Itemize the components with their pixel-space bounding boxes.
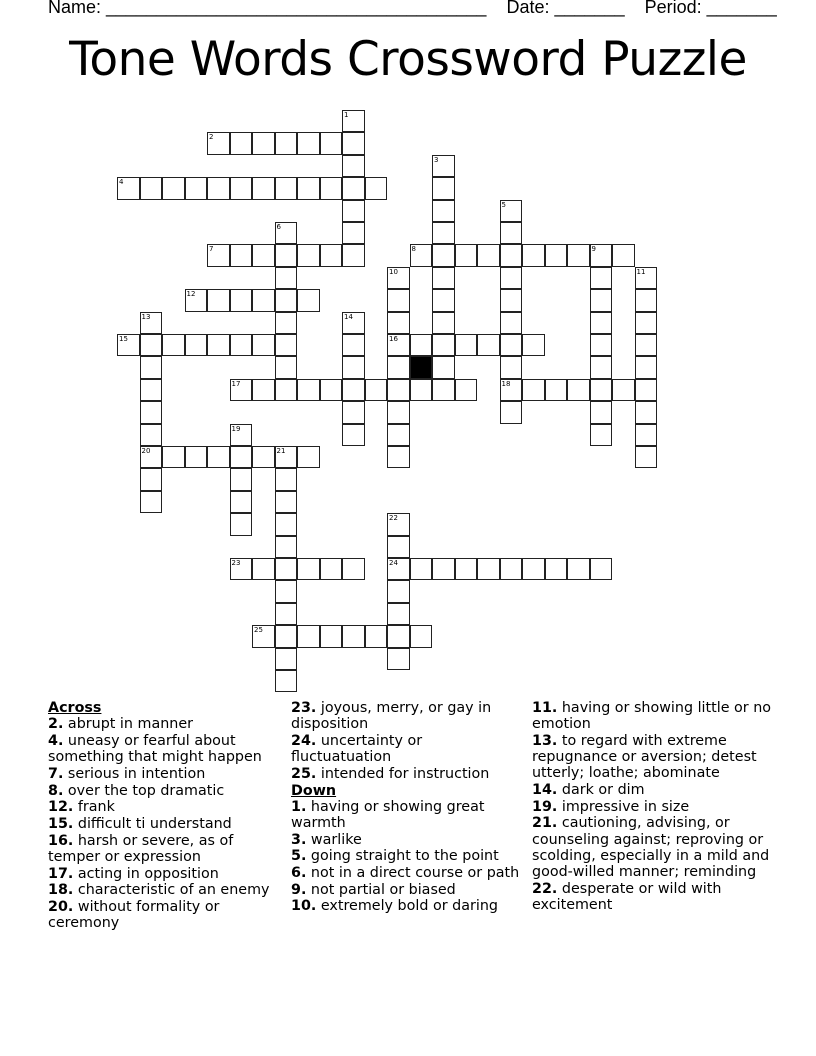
grid-cell[interactable] bbox=[230, 132, 253, 154]
grid-cell[interactable] bbox=[207, 446, 230, 468]
grid-cell[interactable] bbox=[387, 267, 410, 289]
grid-cell[interactable] bbox=[275, 513, 298, 535]
across-clue: 7. serious in intention bbox=[48, 765, 206, 782]
across-clue: 18. characteristic of an enemy bbox=[48, 882, 270, 899]
grid-cell[interactable] bbox=[387, 558, 410, 580]
grid-cell[interactable] bbox=[432, 312, 455, 334]
clues-column-2 bbox=[291, 700, 521, 915]
grid-cell[interactable] bbox=[342, 177, 365, 199]
grid-cell[interactable] bbox=[635, 424, 658, 446]
grid-cell[interactable] bbox=[500, 289, 523, 311]
grid-cell[interactable] bbox=[567, 244, 590, 266]
grid-cell[interactable] bbox=[342, 401, 365, 423]
grid-cell[interactable] bbox=[455, 244, 478, 266]
grid-cell[interactable] bbox=[342, 155, 365, 177]
grid-cell[interactable] bbox=[297, 177, 320, 199]
grid-cell[interactable] bbox=[477, 334, 500, 356]
grid-cell[interactable] bbox=[275, 446, 298, 468]
grid-cell[interactable] bbox=[252, 379, 275, 401]
grid-cell[interactable] bbox=[500, 222, 523, 244]
grid-cell[interactable] bbox=[635, 446, 658, 468]
grid-cell[interactable] bbox=[522, 558, 545, 580]
down-clue: 11. having or showing little or no emotion bbox=[532, 700, 772, 733]
grid-cell[interactable] bbox=[297, 289, 320, 311]
grid-cell[interactable] bbox=[275, 334, 298, 356]
grid-cell[interactable] bbox=[410, 379, 433, 401]
grid-cell[interactable] bbox=[185, 177, 208, 199]
grid-cell[interactable] bbox=[387, 446, 410, 468]
grid-cell[interactable] bbox=[342, 379, 365, 401]
grid-cell[interactable] bbox=[275, 603, 298, 625]
grid-cell[interactable] bbox=[590, 289, 613, 311]
grid-cell[interactable] bbox=[252, 244, 275, 266]
grid-cell[interactable] bbox=[297, 132, 320, 154]
grid-cell[interactable] bbox=[387, 648, 410, 670]
down-clue: 1. having or showing great warmth bbox=[291, 798, 485, 831]
grid-cell[interactable] bbox=[612, 244, 635, 266]
grid-cell[interactable] bbox=[230, 446, 253, 468]
grid-cell[interactable] bbox=[230, 468, 253, 490]
grid-cell[interactable] bbox=[252, 177, 275, 199]
grid-cell[interactable] bbox=[275, 267, 298, 289]
clue-number: 24 bbox=[389, 559, 398, 567]
down-clue: 6. not in a direct course or path bbox=[291, 865, 520, 882]
grid-cell[interactable] bbox=[387, 289, 410, 311]
grid-cell[interactable] bbox=[275, 379, 298, 401]
grid-cell[interactable] bbox=[567, 558, 590, 580]
grid-cell[interactable] bbox=[387, 424, 410, 446]
grid-cell[interactable] bbox=[230, 558, 253, 580]
grid-cell[interactable] bbox=[635, 379, 658, 401]
grid-cell[interactable] bbox=[432, 379, 455, 401]
down-clue: 14. dark or dim bbox=[532, 782, 645, 799]
grid-cell[interactable] bbox=[590, 267, 613, 289]
grid-cell[interactable] bbox=[320, 177, 343, 199]
grid-cell[interactable] bbox=[252, 558, 275, 580]
grid-cell[interactable] bbox=[432, 558, 455, 580]
down-clue: 5. going straight to the point bbox=[291, 848, 499, 865]
across-clue: 8. over the top dramatic bbox=[48, 782, 225, 799]
grid-cell[interactable] bbox=[230, 513, 253, 535]
grid-cell[interactable] bbox=[500, 401, 523, 423]
grid-cell[interactable] bbox=[297, 379, 320, 401]
grid-cell[interactable] bbox=[387, 401, 410, 423]
clue-number: 3 bbox=[434, 155, 439, 164]
grid-cell[interactable] bbox=[275, 491, 298, 513]
grid-cell[interactable] bbox=[297, 446, 320, 468]
grid-cell[interactable] bbox=[230, 334, 253, 356]
across-clue: 16. harsh or severe, as of temper or expression bbox=[48, 832, 234, 865]
grid-cell[interactable] bbox=[275, 222, 298, 244]
grid-cell[interactable] bbox=[275, 312, 298, 334]
grid-cell[interactable] bbox=[500, 356, 523, 378]
grid-cell[interactable] bbox=[522, 244, 545, 266]
grid-cell[interactable] bbox=[207, 244, 230, 266]
grid-cell[interactable] bbox=[432, 356, 455, 378]
across-clue: 24. uncertainty or fluctuatuation bbox=[291, 732, 423, 766]
clue-number: 9 bbox=[591, 245, 596, 254]
grid-cell[interactable] bbox=[545, 558, 568, 580]
grid-cell[interactable] bbox=[432, 267, 455, 289]
grid-cell[interactable] bbox=[387, 379, 410, 401]
grid-cell[interactable] bbox=[590, 379, 613, 401]
date-blank[interactable]: _______ bbox=[554, 0, 625, 17]
clue-number: 11 bbox=[636, 267, 646, 276]
grid-cell[interactable] bbox=[320, 132, 343, 154]
grid-cell[interactable] bbox=[387, 356, 410, 378]
grid-cell[interactable] bbox=[140, 356, 163, 378]
grid-cell[interactable] bbox=[297, 625, 320, 647]
grid-cell[interactable] bbox=[140, 424, 163, 446]
grid-cell[interactable] bbox=[432, 200, 455, 222]
across-clue: 25. intended for instruction bbox=[291, 765, 490, 782]
grid-cell[interactable] bbox=[275, 356, 298, 378]
grid-cell[interactable] bbox=[387, 513, 410, 535]
clue-number: 25 bbox=[254, 626, 263, 635]
grid-cell[interactable] bbox=[635, 289, 658, 311]
grid-cell[interactable] bbox=[387, 625, 410, 647]
grid-cell[interactable] bbox=[635, 401, 658, 423]
across-clue: 4. uneasy or fearful about something that might happen bbox=[48, 732, 262, 766]
grid-cell[interactable] bbox=[140, 468, 163, 490]
grid-cell[interactable] bbox=[252, 446, 275, 468]
grid-cell[interactable] bbox=[207, 334, 230, 356]
clue-number: 2 bbox=[209, 133, 214, 142]
grid-cell[interactable] bbox=[162, 446, 185, 468]
grid-cell[interactable] bbox=[252, 334, 275, 356]
name-label: Name: bbox=[48, 0, 102, 17]
grid-cell[interactable] bbox=[320, 379, 343, 401]
clue-number: 19 bbox=[231, 424, 241, 433]
clue-number: 4 bbox=[119, 178, 124, 187]
grid-cell[interactable] bbox=[275, 468, 298, 490]
grid-cell[interactable] bbox=[365, 177, 388, 199]
grid-cell[interactable] bbox=[230, 379, 253, 401]
grid-cell[interactable] bbox=[545, 244, 568, 266]
down-clue: 22. desperate or wild with excitement bbox=[532, 880, 722, 913]
grid-cell[interactable] bbox=[185, 334, 208, 356]
grid-cell[interactable] bbox=[342, 424, 365, 446]
grid-cell[interactable] bbox=[590, 424, 613, 446]
grid-cell[interactable] bbox=[207, 289, 230, 311]
grid-cell[interactable] bbox=[387, 603, 410, 625]
across-clue: 2. abrupt in manner bbox=[48, 716, 193, 733]
grid-cell[interactable] bbox=[342, 356, 365, 378]
grid-cell[interactable] bbox=[500, 558, 523, 580]
grid-cell[interactable] bbox=[342, 244, 365, 266]
clue-number: 20 bbox=[141, 447, 151, 455]
grid-cell[interactable] bbox=[230, 491, 253, 513]
grid-cell[interactable] bbox=[252, 625, 275, 647]
date-label: Date: bbox=[506, 0, 550, 17]
grid-cell[interactable] bbox=[410, 334, 433, 356]
grid-cell[interactable] bbox=[545, 379, 568, 401]
grid-cell[interactable] bbox=[432, 155, 455, 177]
grid-cell[interactable] bbox=[342, 200, 365, 222]
grid-cell[interactable] bbox=[387, 536, 410, 558]
grid-cell[interactable] bbox=[455, 334, 478, 356]
grid-cell[interactable] bbox=[275, 244, 298, 266]
grid-cell[interactable] bbox=[365, 625, 388, 647]
grid-cell[interactable] bbox=[432, 177, 455, 199]
grid-cell[interactable] bbox=[635, 334, 658, 356]
across-heading: Across bbox=[48, 700, 102, 716]
clue-number: 23 bbox=[231, 559, 241, 567]
grid-cell[interactable] bbox=[342, 334, 365, 356]
grid-cell[interactable] bbox=[275, 648, 298, 670]
clue-number: 17 bbox=[231, 379, 241, 388]
grid-cell[interactable] bbox=[590, 356, 613, 378]
grid-cell[interactable] bbox=[500, 312, 523, 334]
down-clue: 3. warlike bbox=[291, 831, 362, 848]
grid-cell[interactable] bbox=[320, 625, 343, 647]
grid-cell[interactable] bbox=[410, 244, 433, 266]
grid-cell[interactable] bbox=[162, 334, 185, 356]
across-clue: 12. frank bbox=[48, 799, 115, 816]
grid-cell[interactable] bbox=[477, 244, 500, 266]
grid-cell[interactable] bbox=[297, 244, 320, 266]
grid-cell[interactable] bbox=[320, 558, 343, 580]
grid-cell[interactable] bbox=[342, 110, 365, 132]
down-clue: 13. to regard with extreme repugnance or aversion; detest utterly; loathe; abominate bbox=[532, 732, 757, 782]
grid-cell[interactable] bbox=[432, 334, 455, 356]
grid-cell[interactable] bbox=[387, 580, 410, 602]
grid-cell[interactable] bbox=[275, 289, 298, 311]
grid-cell[interactable] bbox=[275, 580, 298, 602]
grid-cell[interactable] bbox=[500, 334, 523, 356]
grid-cell[interactable] bbox=[342, 312, 365, 334]
clue-number: 12 bbox=[186, 290, 196, 299]
grid-cell[interactable] bbox=[117, 177, 140, 199]
grid-cell[interactable] bbox=[590, 558, 613, 580]
grid-cell[interactable] bbox=[275, 177, 298, 199]
grid-cell[interactable] bbox=[477, 558, 500, 580]
clues-column-1 bbox=[48, 700, 278, 932]
grid-cell[interactable] bbox=[590, 312, 613, 334]
grid-cell[interactable] bbox=[635, 312, 658, 334]
grid-cell[interactable] bbox=[185, 289, 208, 311]
clue-number: 15 bbox=[119, 335, 128, 343]
down-clue: 9. not partial or biased bbox=[291, 881, 456, 898]
grid-cell[interactable] bbox=[522, 334, 545, 356]
clue-number: 13 bbox=[141, 312, 151, 321]
grid-cell[interactable] bbox=[275, 670, 298, 692]
grid-cell[interactable] bbox=[252, 132, 275, 154]
grid-cell[interactable] bbox=[590, 334, 613, 356]
grid-cell[interactable] bbox=[410, 558, 433, 580]
grid-cell[interactable] bbox=[387, 334, 410, 356]
across-clue: 20. without formality or ceremony bbox=[48, 898, 220, 932]
grid-cell[interactable] bbox=[410, 625, 433, 647]
grid-cell[interactable] bbox=[140, 491, 163, 513]
black-cell bbox=[410, 356, 433, 378]
grid-cell[interactable] bbox=[635, 356, 658, 378]
grid-cell[interactable] bbox=[342, 625, 365, 647]
grid-cell[interactable] bbox=[500, 379, 523, 401]
grid-cell[interactable] bbox=[590, 244, 613, 266]
grid-cell[interactable] bbox=[567, 379, 590, 401]
grid-cell[interactable] bbox=[140, 401, 163, 423]
grid-cell[interactable] bbox=[275, 536, 298, 558]
page-title: Tone Words Crossword Puzzle bbox=[69, 32, 747, 87]
grid-cell[interactable] bbox=[432, 222, 455, 244]
grid-cell[interactable] bbox=[500, 244, 523, 266]
down-clue: 19. impressive in size bbox=[532, 798, 690, 815]
grid-cell[interactable] bbox=[522, 379, 545, 401]
clue-number: 22 bbox=[389, 514, 398, 523]
grid-cell[interactable] bbox=[140, 446, 163, 468]
across-clue: 17. acting in opposition bbox=[48, 865, 219, 882]
grid-cell[interactable] bbox=[207, 177, 230, 199]
clue-number: 8 bbox=[411, 245, 416, 254]
grid-cell[interactable] bbox=[185, 446, 208, 468]
clue-number: 7 bbox=[209, 245, 214, 254]
clue-number: 14 bbox=[344, 312, 353, 321]
grid-cell[interactable] bbox=[230, 177, 253, 199]
grid-cell[interactable] bbox=[612, 379, 635, 401]
grid-cell[interactable] bbox=[342, 222, 365, 244]
clue-number: 10 bbox=[389, 267, 398, 276]
grid-cell[interactable] bbox=[432, 244, 455, 266]
grid-cell[interactable] bbox=[275, 132, 298, 154]
grid-cell[interactable] bbox=[252, 289, 275, 311]
grid-cell[interactable] bbox=[342, 558, 365, 580]
down-clue: 10. extremely bold or daring bbox=[291, 898, 498, 915]
clue-number: 5 bbox=[501, 200, 506, 209]
grid-cell[interactable] bbox=[500, 200, 523, 222]
grid-cell[interactable] bbox=[297, 558, 320, 580]
clue-number: 18 bbox=[501, 379, 511, 388]
grid-cell[interactable] bbox=[275, 558, 298, 580]
grid-cell[interactable] bbox=[140, 334, 163, 356]
grid-cell[interactable] bbox=[342, 132, 365, 154]
down-clue: 21. cautioning, advising, or counseling against; reproving or scolding, especially in a mild and good-willed manner; reminding bbox=[532, 815, 770, 881]
grid-cell[interactable] bbox=[635, 267, 658, 289]
across-clue: 15. difficult ti understand bbox=[48, 815, 232, 832]
grid-cell[interactable] bbox=[387, 312, 410, 334]
grid-cell[interactable] bbox=[365, 379, 388, 401]
grid-cell[interactable] bbox=[230, 289, 253, 311]
grid-cell[interactable] bbox=[140, 177, 163, 199]
grid-cell[interactable] bbox=[140, 379, 163, 401]
grid-cell[interactable] bbox=[432, 289, 455, 311]
grid-cell[interactable] bbox=[230, 244, 253, 266]
period-label: Period: bbox=[644, 0, 702, 17]
clue-number: 6 bbox=[276, 223, 281, 231]
grid-cell[interactable] bbox=[207, 132, 230, 154]
name-blank[interactable]: ______________________________________ bbox=[106, 0, 487, 17]
clue-number: 21 bbox=[276, 447, 286, 455]
grid-cell[interactable] bbox=[140, 312, 163, 334]
grid-cell[interactable] bbox=[455, 558, 478, 580]
grid-cell[interactable] bbox=[117, 334, 140, 356]
grid-cell[interactable] bbox=[590, 401, 613, 423]
grid-cell[interactable] bbox=[230, 424, 253, 446]
period-blank[interactable]: _______ bbox=[706, 0, 777, 17]
grid-cell[interactable] bbox=[320, 244, 343, 266]
grid-cell[interactable] bbox=[455, 379, 478, 401]
clue-number: 1 bbox=[344, 111, 349, 119]
clue-number: 16 bbox=[389, 335, 398, 343]
grid-cell[interactable] bbox=[500, 267, 523, 289]
down-heading: Down bbox=[291, 782, 337, 799]
grid-cell[interactable] bbox=[275, 625, 298, 647]
clues-column-3 bbox=[532, 700, 772, 914]
grid-cell[interactable] bbox=[162, 177, 185, 199]
across-clue: 23. joyous, merry, or gay in disposition bbox=[291, 700, 492, 733]
